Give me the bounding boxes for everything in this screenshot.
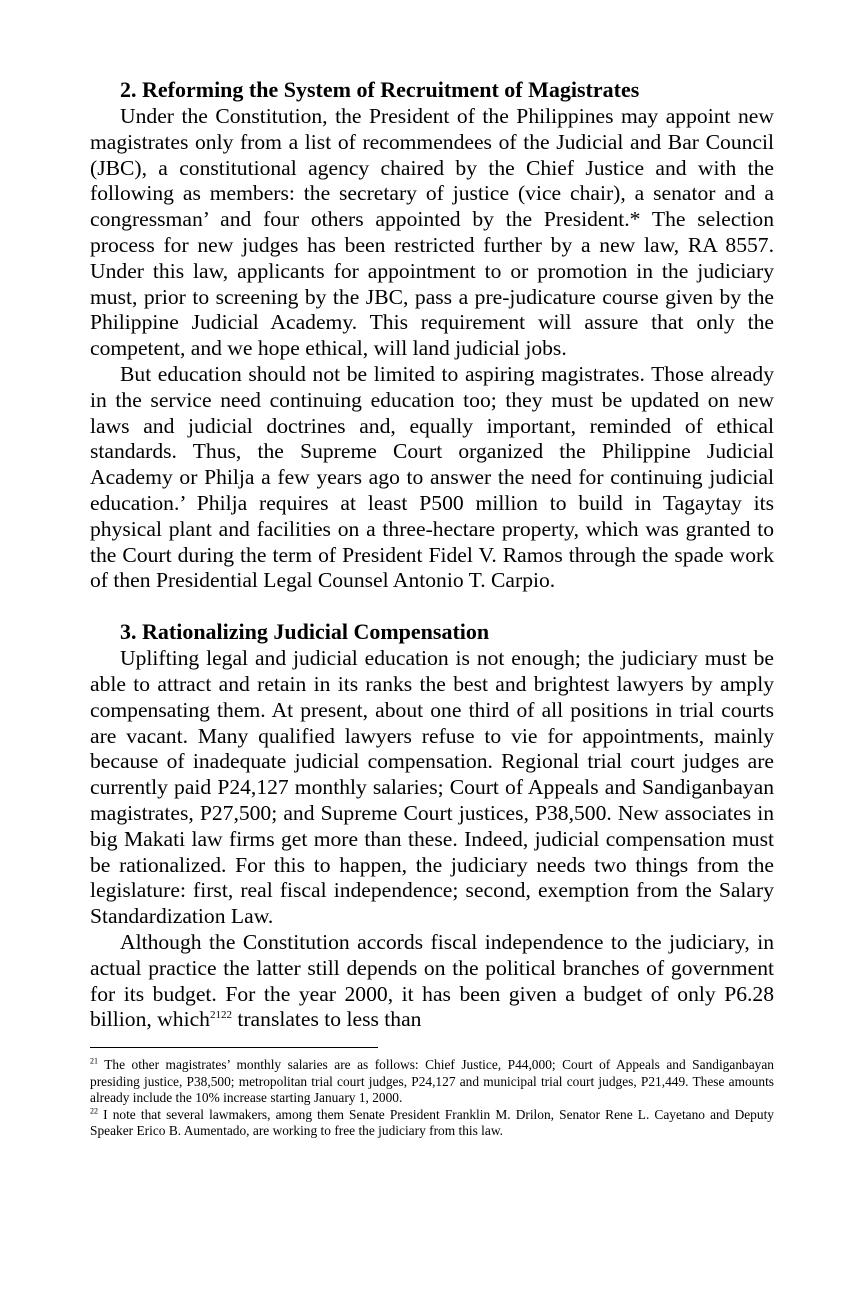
footnote-mark: 22 — [90, 1106, 98, 1116]
section-heading-compensation: 3. Rationalizing Judicial Compensation — [120, 619, 490, 645]
document-page — [90, 76, 774, 1140]
footnote-text: The other magistrates’ monthly salaries are as follows: Chief Justice, P44,000; Court of Appeals and Sandiganbayan presiding justice, P38,500; metropolitan trial court judges, P24,127 and municipal trial court judges, P21,449. These amounts already include the 10% increase starting January 1, 2000. — [90, 1057, 774, 1106]
footnote-21 — [90, 1057, 774, 1107]
section-heading-recruitment: 2. Reforming the System of Recruitment of Magistrates — [120, 77, 640, 102]
footnote-reference: 2122 — [209, 1009, 232, 1022]
footnote-22 — [90, 1107, 774, 1140]
footnotes — [90, 1057, 774, 1140]
paragraph-text-continued: translates to less than — [231, 1007, 422, 1032]
paragraph-text: Although the Constitution accords fiscal independence to the judiciary, in actual practice the latter still depends on the political branches of government for its budget. For the year 2000, it has been given a budget of only P6.28 billion, which — [90, 929, 774, 1032]
footnote-separator — [90, 1047, 378, 1048]
paragraph-judicial-compensation: Uplifting legal and judicial education is not enough; the judiciary must be able to attract and retain in its ranks the best and brightest lawyers by amply compensating them. At present, about one third of all positions in trial courts are vacant. Many qualified lawyers refuse to vie for appointments, mainly because of inadequate judicial compensation. Regional trial court judges are currently paid P24,127 monthly salaries; Court of Appeals and Sandiganbayan magistrates, P27,500; and Supreme Court justices, P38,500. New associates in big Makati law firms get more than these. Indeed, judicial compensation must be rationalized. For this to happen, the judiciary needs two things from the legislature: first, real fiscal independence; second, exemption from the Salary Standardization Law. — [90, 646, 774, 929]
paragraph-fiscal-independence — [90, 930, 774, 1033]
paragraph-continuing-education: But education should not be limited to aspiring magistrates. Those already in the service need continuing education too; they must be updated on new laws and judicial doctrines and, equally important, reminded of ethical standards. Thus, the Supreme Court organized the Philippine Judicial Academy or Philja a few years ago to answer the need for continuing judicial education.’ Philja requires at least P500 million to build in Tagaytay its physical plant and facilities on a three-hectare property, which was granted to the Court during the term of President Fidel V. Ramos through the spade work of then Presidential Legal Counsel Antonio T. Carpio. — [90, 361, 774, 593]
footnote-mark: 21 — [90, 1056, 98, 1066]
paragraph-jbc-appointments: Under the Constitution, the President of the Philippines may appoint new magistrates only from a list of recommendees of the Judicial and Bar Council (JBC), a constitutional agency chaired by the Chief Justice and with the following as members: the secretary of justice (vice chair), a senator and a congressman’ and four others appointed by the President.* The selection process for new judges has been restricted further by a new law, RA 8557. Under this law, applicants for appointment to or promotion in the judiciary must, prior to screening by the JBC, pass a pre-judicature course given by the Philippine Judicial Academy. This requirement will assure that only the competent, and we hope ethical, will land judicial jobs. — [90, 104, 774, 361]
footnote-text: I note that several lawmakers, among them Senate President Franklin M. Drilon, Senator Rene L. Cayetano and Deputy Speaker Erico B. Aumentado, are working to free the judiciary from this law. — [90, 1106, 774, 1139]
